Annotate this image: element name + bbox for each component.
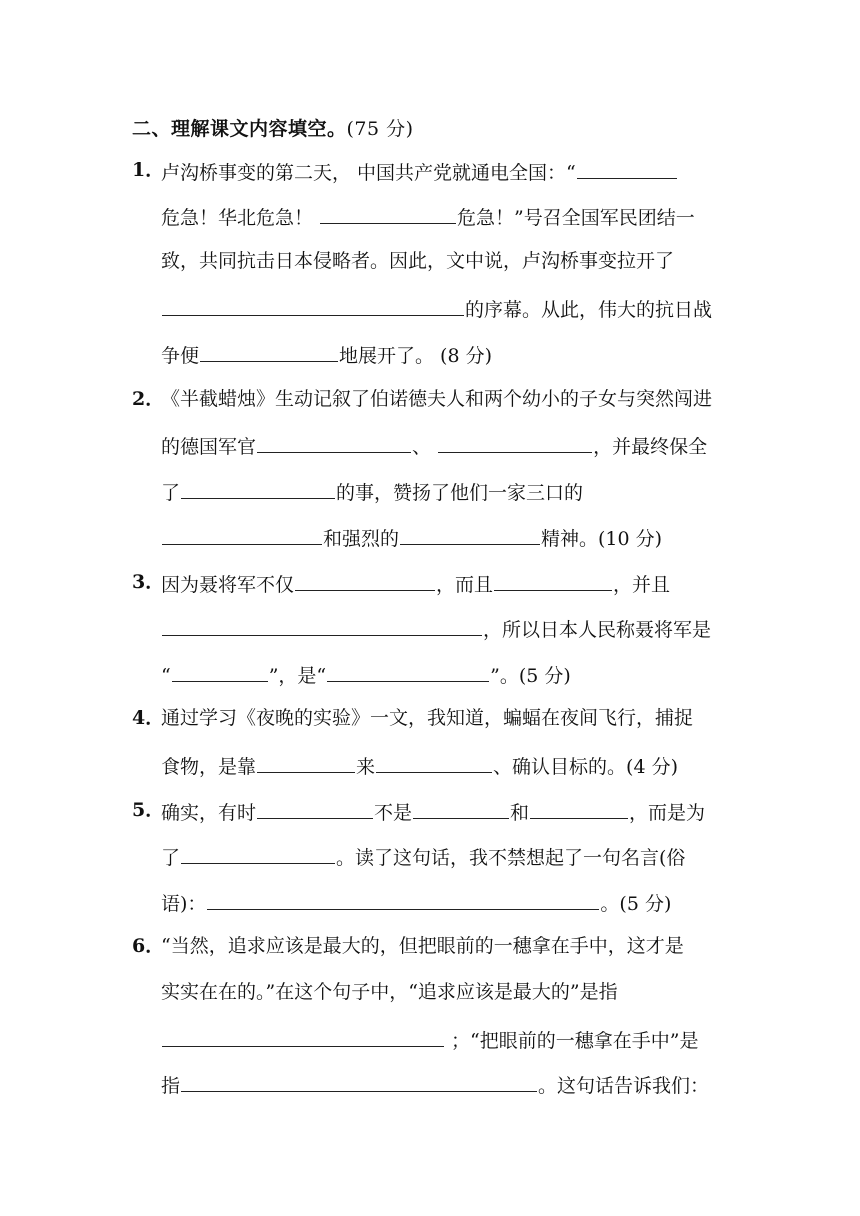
answer-blank[interactable] — [530, 796, 628, 819]
question-6-line-1: “当然，追求应该是最大的，但把眼前的一穗拿在手中，这才是 — [161, 935, 684, 957]
answer-blank[interactable] — [181, 1069, 537, 1092]
question-3-line-2: ，所以日本人民称聂将军是 — [161, 613, 711, 644]
question-5-number: 5． — [132, 799, 165, 821]
section-heading — [132, 114, 414, 141]
question-4-number: 4． — [132, 707, 165, 729]
answer-blank[interactable] — [577, 156, 677, 179]
question-5-line-3: 语)： 。(5 分) — [161, 887, 671, 918]
section-title: 二、理解课文内容填空。 — [132, 118, 347, 140]
question-6-line-2: 实实在在的。”在这个句子中，“追求应该是最大的”是指 — [161, 981, 618, 1003]
question-2-line-3: 了 的事，赞扬了他们一家三口的 — [161, 476, 583, 507]
question-6-line-4: 指 。这句话告诉我们： — [161, 1069, 709, 1100]
answer-blank[interactable] — [257, 430, 411, 453]
question-1-line-1: 卢沟桥事变的第二天， 中国共产党就通电全国：“ — [161, 156, 678, 187]
question-2-line-2: 的德国军官 、 ，并最终保全 — [161, 430, 707, 461]
answer-blank[interactable] — [438, 430, 592, 453]
question-5-line-1: 确实，有时 不是 和 ，而是为 — [161, 796, 705, 827]
answer-blank[interactable] — [257, 750, 355, 773]
answer-blank[interactable] — [376, 750, 492, 773]
answer-blank[interactable] — [320, 201, 456, 224]
question-1-number: 1． — [132, 159, 165, 181]
answer-blank[interactable] — [400, 522, 540, 545]
answer-blank[interactable] — [207, 887, 599, 910]
answer-blank[interactable] — [181, 476, 335, 499]
question-6-line-3: ；“把眼前的一穗拿在手中”是 — [161, 1024, 698, 1055]
answer-blank[interactable] — [162, 522, 322, 545]
question-3-line-1: 因为聂将军不仅 ，而且 ，并且 — [161, 568, 670, 599]
section-score: (75 分) — [346, 118, 414, 140]
question-4-line-2: 食物，是靠 来 、确认目标的。(4 分) — [161, 750, 678, 781]
question-1-line-4: 的序幕。从此，伟大的抗日战 — [161, 293, 712, 324]
question-6-number: 6． — [132, 935, 165, 957]
answer-blank[interactable] — [413, 796, 509, 819]
question-3-line-3: “ ”，是“ ”。(5 分) — [161, 659, 571, 690]
answer-blank[interactable] — [181, 841, 335, 864]
answer-blank[interactable] — [162, 1024, 444, 1047]
answer-blank[interactable] — [162, 613, 482, 636]
question-2-number: 2． — [132, 388, 165, 410]
answer-blank[interactable] — [494, 568, 612, 591]
question-1-line-2: 危急！华北危急！ 危急！”号召全国军民团结一 — [161, 201, 695, 232]
question-5-line-2: 了 。读了这句话，我不禁想起了一句名言(俗 — [161, 841, 685, 872]
question-3-number: 3． — [132, 571, 165, 593]
question-1-line-5: 争便 地展开了。 (8 分) — [161, 339, 492, 370]
answer-blank[interactable] — [162, 293, 464, 316]
answer-blank[interactable] — [257, 796, 373, 819]
answer-blank[interactable] — [327, 659, 489, 682]
question-2-line-1: 《半截蜡烛》生动记叙了伯诺德夫人和两个幼小的子女与突然闯进 — [161, 388, 713, 410]
question-4-line-1: 通过学习《夜晚的实验》一文，我知道，蝙蝠在夜间飞行，捕捉 — [161, 707, 694, 729]
answer-blank[interactable] — [172, 659, 268, 682]
question-1-line-3: 致，共同抗击日本侵略者。因此，文中说，卢沟桥事变拉开了 — [161, 250, 675, 272]
question-2-line-4: 和强烈的 精神。(10 分) — [161, 522, 662, 553]
answer-blank[interactable] — [295, 568, 435, 591]
answer-blank[interactable] — [200, 339, 338, 362]
